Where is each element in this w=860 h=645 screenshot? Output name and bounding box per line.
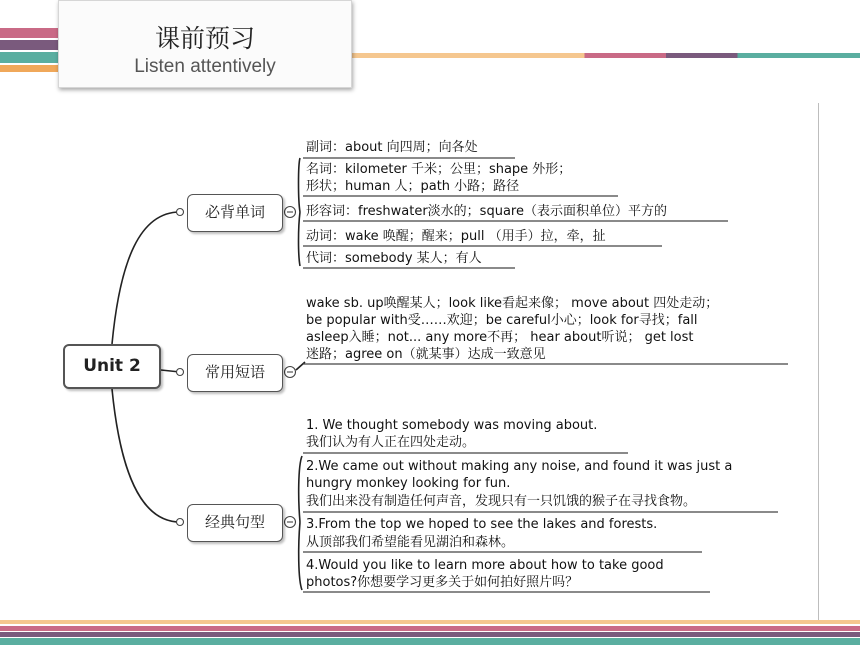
- junction-dot-words: [177, 209, 184, 216]
- phrase-line: wake sb. up唤醒某人；look like看起来像； move about 四处走动；: [306, 296, 719, 311]
- sentence-line: 1. We thought somebody was moving about.: [306, 418, 598, 433]
- sentence-line: 3.From the top we hoped to see the lakes and forests.: [306, 517, 658, 532]
- sentence-line: 4.Would you like to learn more about how to take good: [306, 558, 664, 573]
- connector-root-words: [112, 212, 180, 344]
- root-node[interactable]: [63, 344, 161, 389]
- branch-label-phrases: 常用短语: [204, 363, 265, 381]
- connector-sentences-items-down: [299, 522, 302, 590]
- connector-words-items-down: [299, 212, 301, 266]
- phrase-line: be popular with受……欢迎；be careful小心；look for寻找；fall: [306, 313, 698, 328]
- page-subtitle: Listen attentively: [134, 56, 276, 77]
- footer-band-orange: [0, 620, 860, 624]
- connector-root-sentences: [112, 389, 180, 522]
- sentence-line: 从顶部我们希望能看见湖泊和森林。: [306, 535, 515, 550]
- word-item: 副词：about 向四周；向各处: [306, 140, 478, 155]
- phrase-line: 迷路；agree on（就某事）达成一致意见: [306, 347, 546, 362]
- branch-label-sentences: 经典句型: [204, 513, 265, 531]
- branch-node-sentences[interactable]: [187, 504, 283, 542]
- sentence-line: 2.We came out without making any noise, and found it was just a: [306, 459, 733, 474]
- connector-phrases-items: [296, 362, 305, 370]
- phrase-line: asleep入睡；not... any more不再； hear about听说； get lost: [306, 330, 694, 345]
- sentence-line: photos?你想要学习更多关于如何拍好照片吗？: [306, 575, 579, 590]
- junction-dot-phrases: [177, 369, 184, 376]
- root-label: Unit 2: [83, 356, 141, 376]
- word-item: 名词：kilometer 千米；公里；shape 外形；: [306, 162, 572, 177]
- footer-band-purple: [0, 632, 860, 637]
- footer-band-pink: [0, 626, 860, 631]
- connector-sentences-items-up: [299, 456, 302, 522]
- branch-node-phrases[interactable]: [187, 354, 283, 392]
- sentence-line: hungry monkey looking for fun.: [306, 476, 511, 491]
- word-item: 动词：wake 唤醒；醒来；pull （用手）拉，牵，扯: [306, 229, 606, 244]
- sentence-line: 我们出来没有制造任何声音，发现只有一只饥饿的猴子在寻找食物。: [306, 494, 697, 509]
- word-item: 代词：somebody 某人；有人: [306, 251, 482, 266]
- branch-node-words[interactable]: [187, 194, 283, 232]
- word-item: 形状；human 人；path 小路；路径: [306, 179, 520, 194]
- junction-dot-sentences: [177, 519, 184, 526]
- connector-words-items-up: [299, 158, 301, 212]
- footer-band-teal: [0, 638, 860, 645]
- branch-label-words: 必背单词: [204, 203, 265, 221]
- word-item: 形容词：freshwater淡水的；square（表示面积单位）平方的: [306, 204, 667, 219]
- sentence-line: 我们认为有人正在四处走动。: [306, 435, 476, 450]
- page-title: 课前预习: [154, 24, 255, 53]
